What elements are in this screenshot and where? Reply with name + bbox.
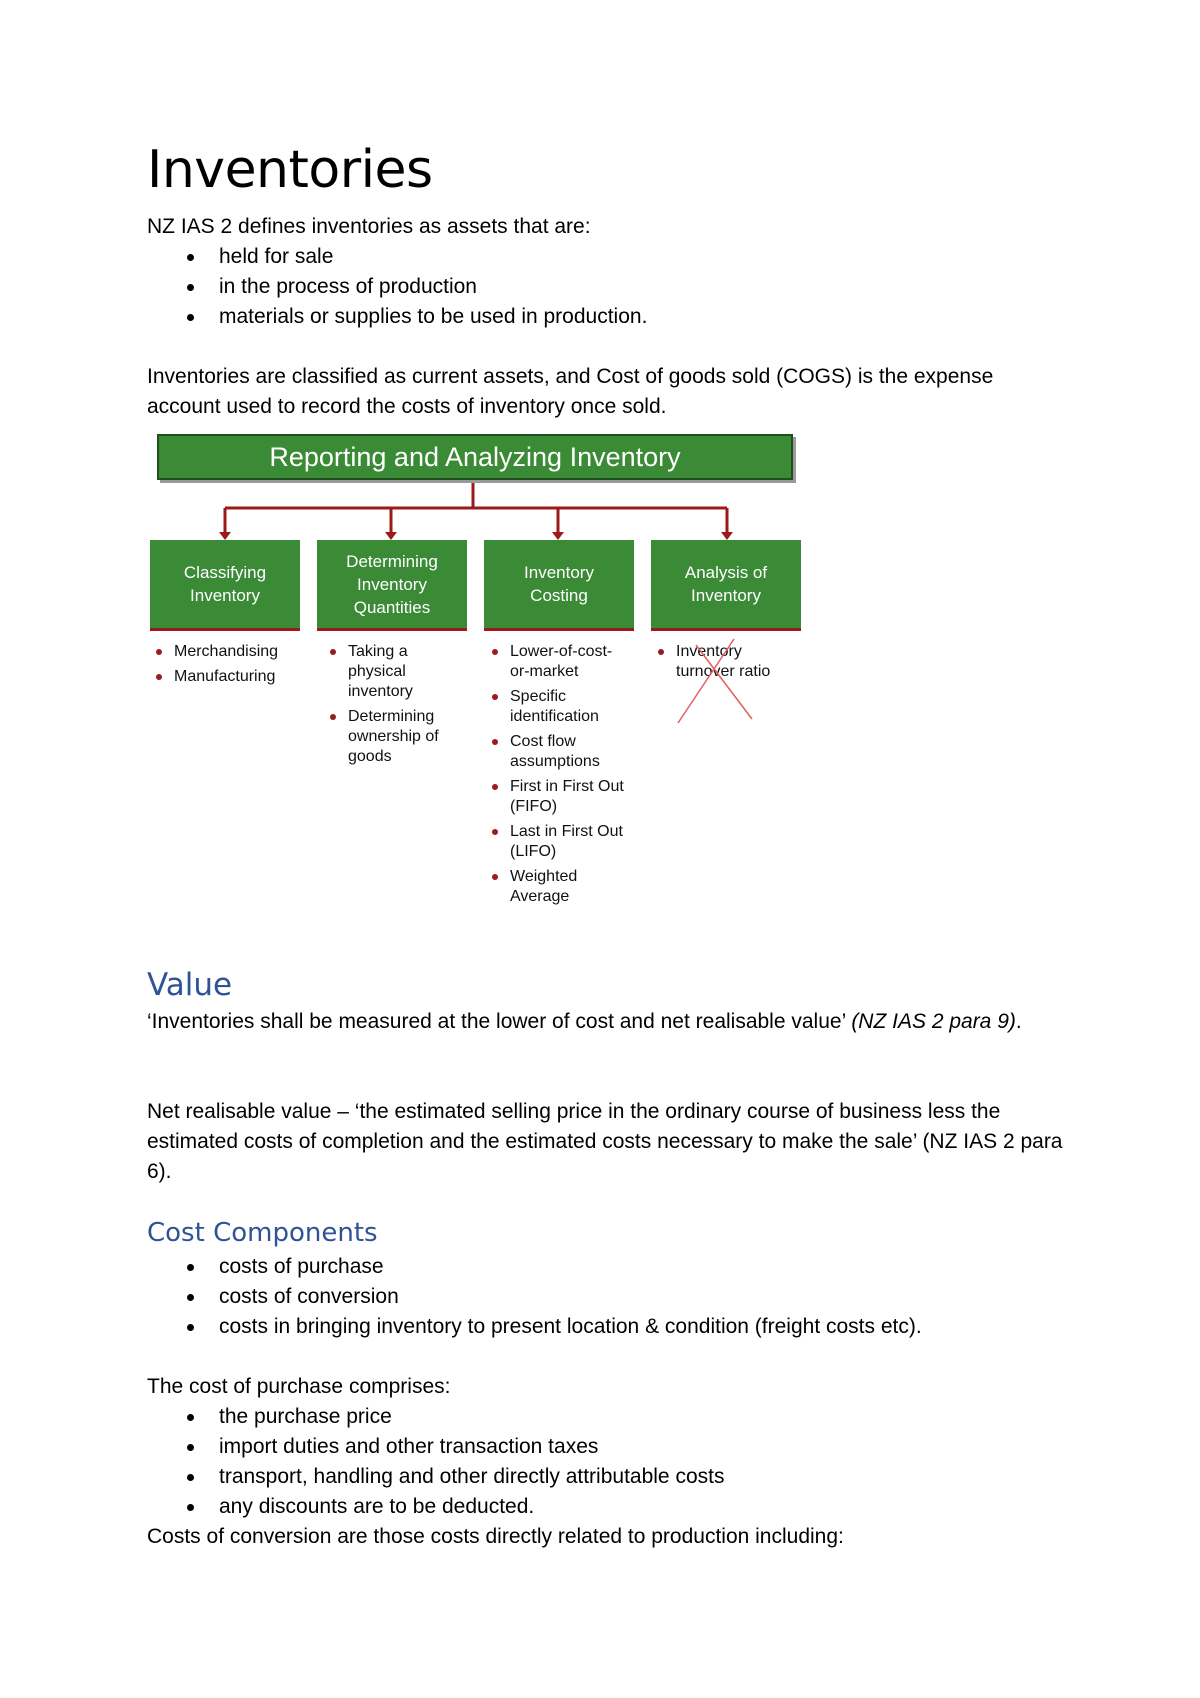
value-citation: (NZ IAS 2 para 9) bbox=[851, 1010, 1016, 1033]
costing-list bbox=[486, 642, 631, 912]
nrv-paragraph: Net realisable value – ‘the estimated selling price in the ordinary course of business less the estimated costs of completion and the estimated costs necessary to make the sale’ (NZ IAS 2 para 6). bbox=[147, 1100, 1063, 1183]
cost-components-list bbox=[147, 1252, 922, 1342]
box-classifying-inventory bbox=[150, 540, 300, 631]
purchase-list bbox=[147, 1402, 724, 1522]
value-end: . bbox=[1015, 1010, 1022, 1033]
list-item: costs of purchase bbox=[147, 1252, 922, 1282]
box-label: Determining Inventory Quantities bbox=[346, 551, 438, 617]
classification-paragraph: Inventories are classified as current assets, and Cost of goods sold (COGS) is the expense account used to record the costs of inventory once sold. bbox=[147, 365, 994, 418]
intro-bullet-list bbox=[147, 242, 647, 332]
list-item: in the process of production bbox=[147, 272, 647, 302]
strike-cross-mark bbox=[674, 635, 754, 727]
list-item: Specific identification bbox=[486, 687, 631, 727]
list-item: Cost flow assumptions bbox=[486, 732, 631, 772]
list-item: held for sale bbox=[147, 242, 647, 272]
list-item: Manufacturing bbox=[150, 667, 300, 687]
section-heading-cost-components: Cost Components bbox=[147, 1218, 378, 1248]
value-quote-text: ‘Inventories shall be measured at the lower of cost and net realisable value’ bbox=[147, 1010, 846, 1033]
box-label: Inventory Costing bbox=[524, 563, 594, 605]
inventory-diagram bbox=[147, 430, 807, 910]
conversion-text: Costs of conversion are those costs directly related to production including: bbox=[147, 1525, 844, 1548]
page-title: Inventories bbox=[147, 140, 433, 200]
list-item: the purchase price bbox=[147, 1402, 724, 1432]
box-determining-quantities bbox=[317, 540, 467, 631]
box-label: Classifying Inventory bbox=[183, 563, 267, 605]
list-item: any discounts are to be deducted. bbox=[147, 1492, 724, 1522]
section-heading-value: Value bbox=[147, 967, 233, 1003]
box-inventory-costing bbox=[484, 540, 634, 631]
list-item: Inventory turnover ratio bbox=[652, 642, 792, 682]
value-quote bbox=[147, 1007, 1022, 1037]
list-item: costs of conversion bbox=[147, 1282, 922, 1312]
purchase-intro: The cost of purchase comprises: bbox=[147, 1375, 451, 1398]
list-item: Determining ownership of goods bbox=[324, 707, 464, 767]
list-item: materials or supplies to be used in production. bbox=[147, 302, 647, 332]
list-item: transport, handling and other directly attributable costs bbox=[147, 1462, 724, 1492]
determining-list bbox=[324, 642, 464, 772]
list-item: costs in bringing inventory to present location & condition (freight costs etc). bbox=[147, 1312, 922, 1342]
list-item: Merchandising bbox=[150, 642, 300, 662]
list-item: First in First Out (FIFO) bbox=[486, 777, 631, 817]
intro-text: NZ IAS 2 defines inventories as assets that are: bbox=[147, 215, 591, 238]
list-item: Taking a physical inventory bbox=[324, 642, 464, 702]
box-analysis-of-inventory bbox=[651, 540, 801, 631]
list-item: Weighted Average bbox=[486, 867, 631, 907]
list-item: Last in First Out (LIFO) bbox=[486, 822, 631, 862]
diagram-banner: Reporting and Analyzing Inventory bbox=[157, 434, 793, 480]
box-label: Analysis of Inventory bbox=[684, 563, 768, 605]
list-item: Lower-of-cost-or-market bbox=[486, 642, 631, 682]
classifying-list bbox=[150, 642, 300, 692]
list-item: import duties and other transaction taxes bbox=[147, 1432, 724, 1462]
